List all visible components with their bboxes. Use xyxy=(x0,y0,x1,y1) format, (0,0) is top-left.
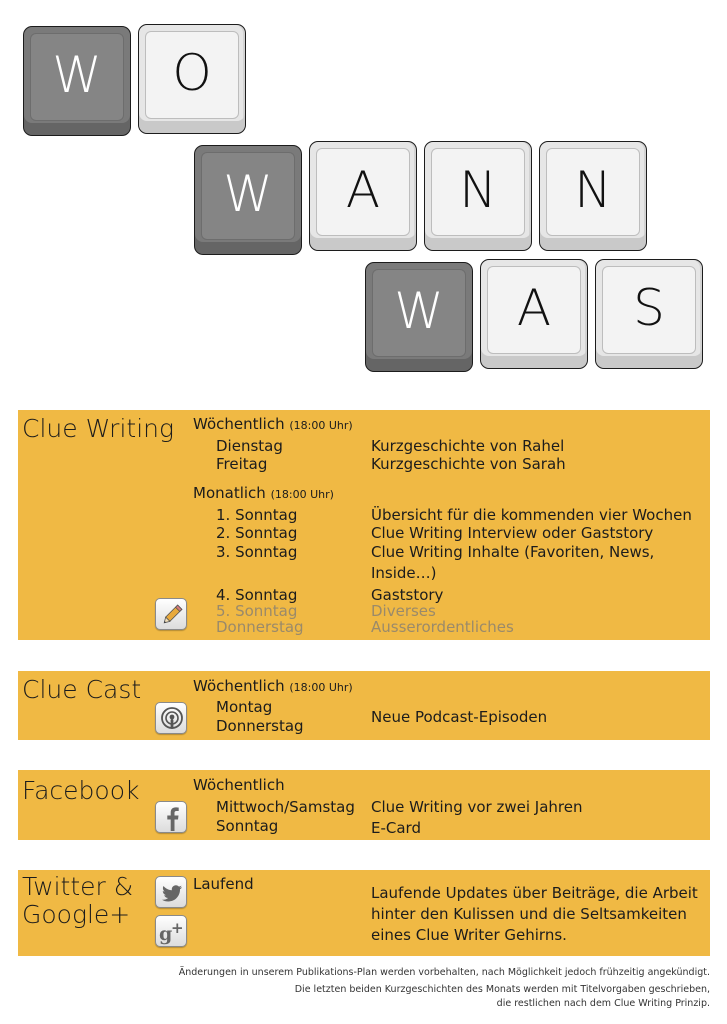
clue-writing-section xyxy=(18,410,710,640)
schedule-content-continued: Inside…) xyxy=(371,564,437,582)
schedule-day: Donnerstag xyxy=(216,717,304,735)
schedule-content: hinter den Kulissen und die Seltsamkeiten xyxy=(371,905,687,923)
monthly-time: (18:00 Uhr) xyxy=(270,488,334,501)
key-letter: N xyxy=(459,161,497,219)
key-n-2 xyxy=(539,141,647,251)
podcast-icon[interactable] xyxy=(155,702,187,734)
key-letter: A xyxy=(516,279,552,337)
schedule-content: Diverses xyxy=(371,602,436,620)
weekly-label: Wöchentlich xyxy=(193,677,285,695)
schedule-content: E-Card xyxy=(371,819,421,837)
key-a-2 xyxy=(480,259,588,369)
schedule-day: 4. Sonntag xyxy=(216,586,298,604)
key-o xyxy=(138,24,246,134)
schedule-content: eines Clue Writer Gehirns. xyxy=(371,926,567,944)
key-letter: O xyxy=(172,44,212,102)
schedule-day: Montag xyxy=(216,698,273,716)
facebook-icon[interactable] xyxy=(155,801,187,833)
svg-text:g: g xyxy=(159,923,173,945)
key-letter: W xyxy=(394,282,444,340)
weekly-heading xyxy=(193,677,353,697)
key-w-3 xyxy=(365,262,473,372)
clue-cast-section xyxy=(18,671,710,740)
schedule-day: Mittwoch/Samstag xyxy=(216,798,355,816)
ongoing-label: Laufend xyxy=(193,875,254,893)
key-letter: A xyxy=(345,161,381,219)
section-title-line2: Google+ xyxy=(22,900,131,929)
schedule-content: Gaststory xyxy=(371,586,444,604)
weekly-heading xyxy=(193,415,353,435)
monthly-heading xyxy=(193,484,334,504)
schedule-content: Clue Writing Interview oder Gaststory xyxy=(371,524,654,542)
schedule-content: Clue Writing vor zwei Jahren xyxy=(371,798,583,816)
weekly-time: (18:00 Uhr) xyxy=(289,681,353,694)
weekly-time: (18:00 Uhr) xyxy=(289,419,353,432)
schedule-day: Sonntag xyxy=(216,817,279,835)
key-a-1 xyxy=(309,141,417,251)
svg-text:+: + xyxy=(171,919,184,937)
pencil-icon[interactable] xyxy=(155,598,187,630)
key-s xyxy=(595,259,703,369)
schedule-content: Neue Podcast-Episoden xyxy=(371,708,548,726)
section-title: Clue Cast xyxy=(22,675,142,704)
section-title-line1: Twitter & xyxy=(22,872,134,901)
schedule-day: Donnerstag xyxy=(216,618,304,636)
key-letter: N xyxy=(574,161,612,219)
footer-note-3: die restlichen nach dem Clue Writing Prinzip. xyxy=(496,998,710,1009)
twitter-icon[interactable] xyxy=(155,876,187,908)
schedule-content: Kurzgeschichte von Rahel xyxy=(371,437,565,455)
schedule-day: Dienstag xyxy=(216,437,283,455)
twitter-google-section xyxy=(18,870,710,956)
google-plus-icon[interactable] xyxy=(155,915,187,947)
schedule-day: 5. Sonntag xyxy=(216,602,298,620)
schedule-day: Freitag xyxy=(216,455,268,473)
weekly-label: Wöchentlich xyxy=(193,776,285,794)
key-n-1 xyxy=(424,141,532,251)
schedule-day: 2. Sonntag xyxy=(216,524,298,542)
schedule-content: Übersicht für die kommenden vier Wochen xyxy=(371,506,692,524)
key-letter: W xyxy=(223,165,273,223)
footer-note-1: Änderungen in unserem Publikations-Plan werden vorbehalten, nach Möglichkeit jedoch frühzeitig angekündigt. xyxy=(178,967,710,978)
monthly-label: Monatlich xyxy=(193,484,266,502)
schedule-day: 1. Sonntag xyxy=(216,506,298,524)
footer-note-2: Die letzten beiden Kurzgeschichten des Monats werden mit Titelvorgaben geschrieben, xyxy=(294,984,710,995)
key-letter: W xyxy=(52,46,102,104)
key-w-2 xyxy=(194,145,302,255)
weekly-label: Wöchentlich xyxy=(193,415,285,433)
section-title: Clue Writing xyxy=(22,414,174,443)
schedule-content: Kurzgeschichte von Sarah xyxy=(371,455,566,473)
schedule-content: Clue Writing Inhalte (Favoriten, News, xyxy=(371,543,655,561)
section-title: Facebook xyxy=(22,776,140,805)
facebook-section xyxy=(18,770,710,840)
schedule-content: Ausserordentliches xyxy=(371,618,514,636)
schedule-content: Laufende Updates über Beiträge, die Arbeit xyxy=(371,884,698,902)
key-w-1 xyxy=(23,26,131,136)
schedule-day: 3. Sonntag xyxy=(216,543,298,561)
key-letter: S xyxy=(633,279,665,337)
